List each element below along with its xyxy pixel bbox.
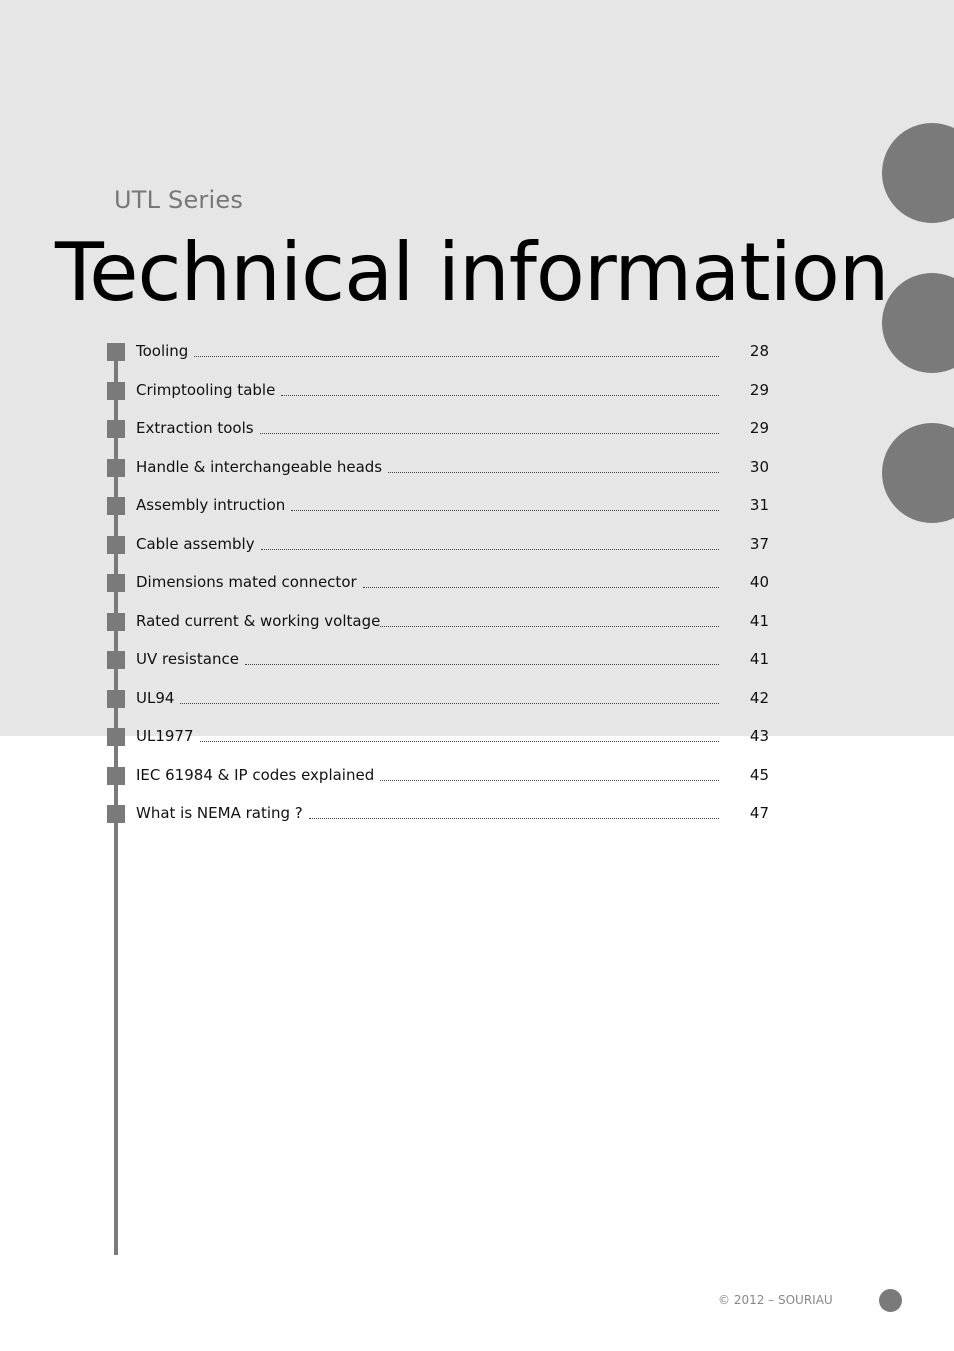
- toc-entry-label: Crimptooling table: [136, 380, 276, 399]
- toc-entry[interactable]: [107, 689, 787, 728]
- toc-entry-label: Handle & interchangeable heads: [136, 457, 383, 476]
- square-bullet-icon: [107, 805, 125, 823]
- toc-page-number: 29: [749, 419, 769, 437]
- toc-page-number: 28: [749, 342, 769, 360]
- square-bullet-icon: [107, 420, 125, 438]
- dot-leader: [260, 432, 719, 434]
- toc-page-number: 29: [749, 380, 769, 399]
- toc-entry-label: Tooling: [136, 342, 189, 360]
- toc-page-number: 37: [749, 534, 769, 553]
- toc-page-number: 47: [749, 804, 769, 822]
- toc-page-number: 42: [749, 688, 769, 707]
- square-bullet-icon: [107, 690, 125, 708]
- square-bullet-icon: [107, 613, 125, 631]
- toc-entry-label: IEC 61984 & IP codes explained: [136, 765, 375, 784]
- toc-entry-label: Cable assembly: [136, 534, 255, 553]
- square-bullet-icon: [107, 574, 125, 592]
- toc-page-number: 41: [749, 611, 769, 630]
- square-bullet-icon: [107, 343, 125, 361]
- toc-entry[interactable]: [107, 804, 787, 843]
- toc-entry-label: Rated current & working voltage: [136, 611, 381, 630]
- dot-leader: [291, 509, 719, 511]
- toc-entry-label: UL94: [136, 688, 175, 707]
- dot-leader: [200, 740, 719, 742]
- square-bullet-icon: [107, 767, 125, 785]
- footer-page-dot-icon: [879, 1289, 902, 1312]
- toc-entry[interactable]: [107, 458, 787, 497]
- toc-entry-label: Extraction tools: [136, 419, 254, 437]
- square-bullet-icon: [107, 728, 125, 746]
- toc-entry[interactable]: [107, 535, 787, 574]
- toc-entry[interactable]: [107, 381, 787, 420]
- toc-entry[interactable]: [107, 573, 787, 612]
- toc-page-number: 43: [749, 727, 769, 745]
- dot-leader: [380, 779, 719, 781]
- toc-entry[interactable]: [107, 727, 787, 766]
- square-bullet-icon: [107, 497, 125, 515]
- toc-page-number: 40: [749, 573, 769, 591]
- dot-leader: [309, 817, 719, 819]
- dot-leader: [245, 663, 719, 665]
- toc-entry[interactable]: [107, 342, 787, 381]
- toc-entry[interactable]: [107, 766, 787, 805]
- toc-page-number: 30: [749, 457, 769, 476]
- dot-leader: [180, 702, 719, 704]
- toc-entry-label: Dimensions mated connector: [136, 573, 357, 591]
- toc-entry[interactable]: [107, 612, 787, 651]
- dot-leader: [380, 625, 719, 627]
- toc-entry-label: UV resistance: [136, 650, 239, 668]
- toc-page-number: 31: [749, 496, 769, 514]
- toc-entry-label: UL1977: [136, 727, 194, 745]
- toc-entry[interactable]: [107, 496, 787, 535]
- series-subtitle: UTL Series: [114, 186, 244, 214]
- dot-leader: [194, 355, 719, 357]
- toc-entry-label: Assembly intruction: [136, 496, 286, 514]
- table-of-contents: [107, 342, 787, 843]
- toc-entry[interactable]: [107, 419, 787, 458]
- dot-leader: [388, 471, 719, 473]
- dot-leader: [363, 586, 719, 588]
- toc-page-number: 41: [749, 650, 769, 668]
- square-bullet-icon: [107, 382, 125, 400]
- square-bullet-icon: [107, 536, 125, 554]
- footer-copyright: © 2012 – SOURIAU: [718, 1293, 833, 1307]
- page-title: Technical information: [55, 226, 889, 319]
- toc-page-number: 45: [749, 765, 769, 784]
- dot-leader: [261, 548, 719, 550]
- dot-leader: [281, 394, 719, 396]
- toc-entry-label: What is NEMA rating ?: [136, 804, 303, 822]
- square-bullet-icon: [107, 459, 125, 477]
- toc-entry[interactable]: [107, 650, 787, 689]
- square-bullet-icon: [107, 651, 125, 669]
